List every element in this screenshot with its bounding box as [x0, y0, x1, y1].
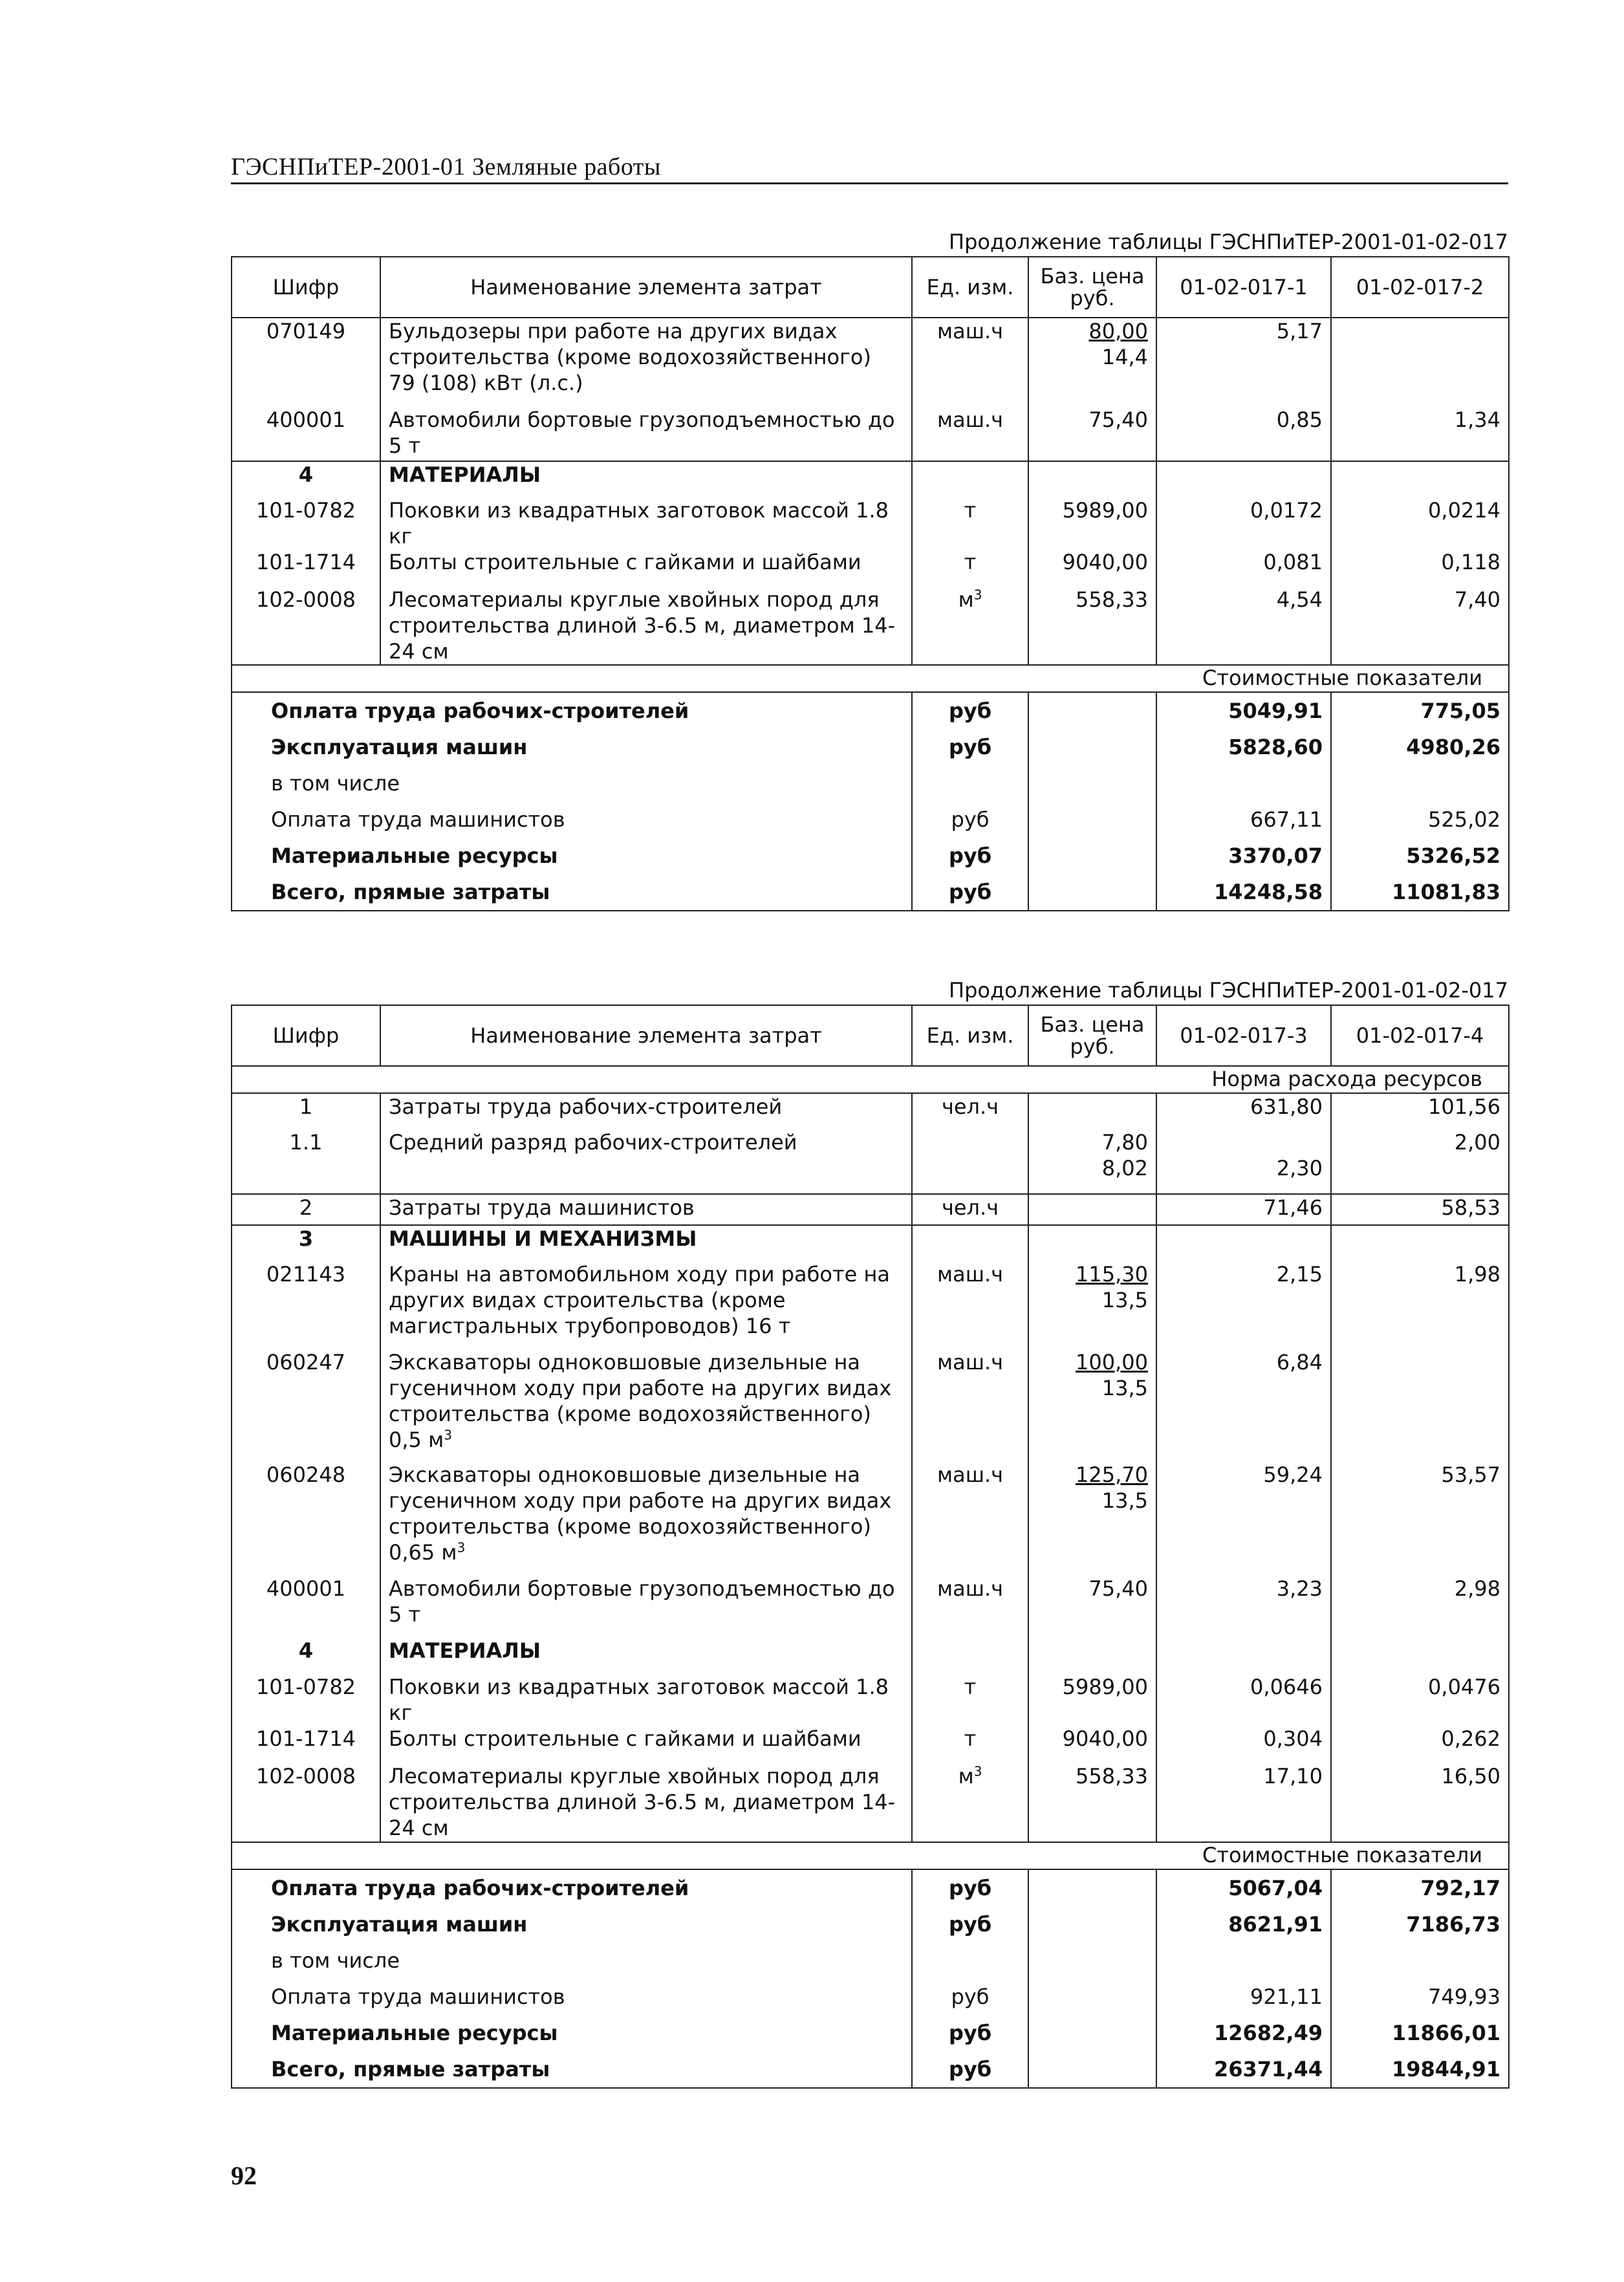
unit-cell — [912, 407, 1028, 461]
summary-row — [232, 692, 1509, 729]
summary-row — [232, 2051, 1509, 2088]
resource-name — [380, 1674, 912, 1726]
page-header — [231, 154, 1508, 184]
value-col-1 — [1156, 1349, 1331, 1462]
base-price-cell — [1028, 1349, 1156, 1462]
value-1 — [1165, 1638, 1323, 1664]
column-header: Баз. цена руб. — [1028, 1005, 1156, 1066]
summary-label: Всего, прямые затраты — [232, 2051, 912, 2088]
table-row — [232, 1726, 1509, 1763]
summary-row — [232, 765, 1509, 801]
table-row — [232, 1194, 1509, 1225]
unit-cell — [912, 318, 1028, 407]
table-row — [232, 1462, 1509, 1576]
base-price-cell — [1028, 549, 1156, 587]
base-price: 100,00 — [1076, 1350, 1148, 1375]
table-row — [232, 461, 1509, 497]
value-col-2: 53,57 — [1441, 1462, 1500, 1487]
value-1: 0,304 — [1263, 1726, 1323, 1751]
summary-label: Оплата труда рабочих-строителей — [271, 699, 689, 723]
summary-value-1: 5049,91 — [1156, 692, 1331, 729]
resource-name — [380, 1225, 912, 1261]
value-col-1 — [1156, 587, 1331, 665]
value-col-2: 0,118 — [1441, 550, 1500, 574]
value-1-secondary: 2,30 — [1276, 1156, 1323, 1180]
unit-text: маш.ч — [937, 319, 1004, 343]
value-1: 59,24 — [1263, 1462, 1323, 1487]
column-header: Шифр — [232, 1005, 380, 1066]
summary-value-2: 11866,01 — [1391, 2021, 1500, 2045]
summary-label: Материальные ресурсы — [271, 843, 558, 868]
resource-name — [380, 318, 912, 407]
page-header-title: ГЭСНПиТЕР-2001-01 Земляные работы — [231, 153, 661, 180]
resource-name-text: Поковки из квадратных заготовок массой 1.8 кг — [389, 1675, 889, 1725]
table-row — [232, 587, 1509, 665]
summary-value-1: 14248,58 — [1156, 874, 1331, 911]
summary-value-2: 19844,91 — [1331, 2051, 1509, 2088]
resource-code: 102-0008 — [255, 587, 356, 612]
summary-unit: руб — [912, 2015, 1028, 2051]
summary-empty-cell — [1028, 1869, 1156, 1906]
resource-code: 101-1714 — [255, 1726, 356, 1751]
base-price-cell — [1028, 1726, 1156, 1763]
summary-label: Оплата труда рабочих-строителей — [271, 1876, 689, 1900]
base-price: 115,30 — [1076, 1262, 1148, 1287]
value-1 — [1165, 1226, 1323, 1252]
resource-name-superscript: 3 — [444, 1427, 452, 1443]
value-1: 4,54 — [1276, 587, 1323, 612]
summary-label: Материальные ресурсы — [271, 2021, 558, 2045]
unit-text: чел.ч — [941, 1094, 999, 1119]
summary-empty-cell — [1028, 874, 1156, 911]
resource-name — [380, 1093, 912, 1129]
summary-value-2: 775,05 — [1420, 699, 1500, 723]
summary-value-1: 921,11 — [1156, 1979, 1331, 2015]
page-number: 92 — [231, 2161, 257, 2190]
table-row — [232, 497, 1509, 549]
value-col-1 — [1156, 1763, 1331, 1842]
unit-cell — [912, 1349, 1028, 1462]
base-price: 125,70 — [1076, 1462, 1148, 1487]
summary-row — [232, 838, 1509, 874]
summary-value-1: 26371,44 — [1156, 2051, 1331, 2088]
header-row — [232, 257, 1509, 318]
resource-name-text: Лесоматериалы круглые хвойных пород для строительства длиной 3-6.5 м, диаметром 14-24 см — [389, 1764, 896, 1840]
resource-name-text: Экскаваторы одноковшовые дизельные на гусеничном ходу при работе на других видах строительства (кроме водохозяйственного) 0,65 м — [389, 1462, 892, 1565]
value-col-2: 1,34 — [1454, 408, 1500, 432]
base-price-cell — [1028, 461, 1156, 497]
summary-label: в том числе — [271, 771, 400, 796]
value-col-1 — [1156, 1225, 1331, 1261]
resource-name — [380, 461, 912, 497]
resource-name — [380, 587, 912, 665]
value-1: 0,081 — [1263, 550, 1323, 574]
base-price-cell — [1028, 1638, 1156, 1674]
summary-value-1 — [1156, 765, 1331, 801]
unit-text: маш.ч — [937, 408, 1004, 432]
cost-indicators-band — [232, 665, 1509, 692]
table-row — [232, 1093, 1509, 1129]
value-col-2: 2,00 — [1454, 1130, 1500, 1155]
resource-code: 102-0008 — [255, 1764, 356, 1788]
base-price-cell — [1028, 1194, 1156, 1225]
base-price: 558,33 — [1076, 1764, 1148, 1788]
unit-cell — [912, 1093, 1028, 1129]
summary-unit: руб — [912, 1906, 1028, 1942]
unit-superscript: 3 — [973, 587, 982, 603]
summary-unit: руб — [912, 692, 1028, 729]
value-col-1 — [1156, 407, 1331, 461]
summary-unit — [912, 1942, 1028, 1979]
summary-empty-cell — [1028, 729, 1156, 765]
summary-row — [232, 2015, 1509, 2051]
table-row — [232, 1674, 1509, 1726]
summary-value-2: 749,93 — [1428, 1984, 1500, 2009]
base-price-secondary: 13,5 — [1101, 1288, 1148, 1312]
summary-value-2: 7186,73 — [1406, 1912, 1500, 1937]
base-price: 9040,00 — [1062, 1726, 1148, 1751]
summary-unit: руб — [912, 2051, 1028, 2088]
summary-unit: руб — [912, 838, 1028, 874]
unit-text: м — [958, 587, 974, 612]
base-price: 80,00 — [1088, 319, 1148, 343]
unit-cell — [912, 1638, 1028, 1674]
column-header: Наименование элемента затрат — [380, 257, 912, 318]
resource-name-superscript: 3 — [457, 1539, 466, 1556]
resource-name — [380, 1763, 912, 1842]
base-price-cell — [1028, 1129, 1156, 1194]
base-price-cell — [1028, 318, 1156, 407]
resource-code: 1 — [299, 1094, 313, 1119]
unit-text: маш.ч — [937, 1350, 1004, 1375]
summary-value-2: 4980,26 — [1406, 735, 1500, 759]
summary-value-1: 3370,07 — [1156, 838, 1331, 874]
resource-code: 2 — [232, 1194, 380, 1225]
value-col-2: 1,98 — [1454, 1262, 1500, 1287]
unit-cell — [912, 1261, 1028, 1349]
resource-name-text: Болты строительные с гайками и шайбами — [389, 550, 861, 574]
table-row — [232, 1349, 1509, 1462]
value-1 — [1165, 462, 1323, 488]
resource-name-text: Затраты труда машинистов — [389, 1195, 695, 1220]
summary-unit: руб — [912, 874, 1028, 911]
summary-label: Оплата труда машинистов — [271, 1984, 565, 2009]
summary-row — [232, 874, 1509, 911]
summary-row — [232, 1906, 1509, 1942]
column-header: Ед. изм. — [912, 1005, 1028, 1066]
summary-value-2 — [1331, 765, 1509, 801]
resource-name — [380, 1129, 912, 1194]
column-header: 01-02-017-2 — [1331, 257, 1509, 318]
summary-value-1: 5067,04 — [1156, 1869, 1331, 1906]
value-1: 0,0172 — [1250, 498, 1323, 523]
value-1: 6,84 — [1276, 1350, 1323, 1375]
table2-continuation-caption: Продолжение таблицы ГЭСНПиТЕР-2001-01-02-017 — [949, 978, 1508, 1003]
table-row — [232, 1576, 1509, 1638]
unit-text: т — [964, 550, 977, 574]
summary-label: Эксплуатация машин — [271, 1912, 528, 1937]
resource-code: 1.1 — [289, 1130, 323, 1155]
value-1: 3,23 — [1276, 1576, 1323, 1601]
resource-name-text: Лесоматериалы круглые хвойных пород для строительства длиной 3-6.5 м, диаметром 14-24 см — [389, 587, 896, 664]
base-price-cell — [1028, 587, 1156, 665]
summary-unit — [912, 765, 1028, 801]
resource-name — [380, 1726, 912, 1763]
value-1: 17,10 — [1263, 1764, 1323, 1788]
resource-code: 400001 — [266, 1576, 346, 1601]
summary-value-2: 5326,52 — [1406, 843, 1500, 868]
resource-name-text: МАТЕРИАЛЫ — [389, 462, 541, 487]
resource-name — [380, 1576, 912, 1638]
unit-cell — [912, 1462, 1028, 1576]
summary-empty-cell — [1028, 1906, 1156, 1942]
resource-code: 060247 — [266, 1350, 346, 1375]
summary-value-2: 11081,83 — [1331, 874, 1509, 911]
summary-empty-cell — [1028, 838, 1156, 874]
base-price: 9040,00 — [1062, 550, 1148, 574]
unit-cell — [912, 1194, 1028, 1225]
base-price-cell — [1028, 497, 1156, 549]
column-header: Ед. изм. — [912, 257, 1028, 318]
base-price-secondary: 8,02 — [1101, 1156, 1148, 1180]
resource-name-text: МАТЕРИАЛЫ — [389, 1638, 541, 1663]
value-1 — [1165, 1129, 1323, 1155]
value-1: 5,17 — [1276, 319, 1323, 343]
summary-unit: руб — [912, 1869, 1028, 1906]
section-band-label: Норма расхода ресурсов — [232, 1066, 1509, 1093]
summary-value-1: 8621,91 — [1156, 1906, 1331, 1942]
resource-code: 101-0782 — [255, 498, 356, 523]
resource-name — [380, 1638, 912, 1674]
value-col-1 — [1156, 461, 1331, 497]
unit-cell — [912, 587, 1028, 665]
unit-cell — [912, 461, 1028, 497]
summary-value-2: 792,17 — [1420, 1876, 1500, 1900]
resource-name-text: Поковки из квадратных заготовок массой 1.8 кг — [389, 498, 889, 549]
resource-name — [380, 1261, 912, 1349]
base-price-cell — [1028, 1462, 1156, 1576]
resource-name — [380, 407, 912, 461]
value-col-2: 0,0476 — [1428, 1675, 1500, 1699]
value-1: 2,15 — [1276, 1262, 1323, 1287]
unit-cell — [912, 497, 1028, 549]
summary-unit: руб — [912, 729, 1028, 765]
value-1: 71,46 — [1263, 1195, 1323, 1220]
summary-value-1: 5828,60 — [1156, 729, 1331, 765]
value-1: 0,85 — [1276, 408, 1323, 432]
value-col-1 — [1156, 1194, 1331, 1225]
resource-name — [380, 1462, 912, 1576]
column-header: 01-02-017-4 — [1331, 1005, 1509, 1066]
resource-name — [380, 1194, 912, 1225]
value-col-1 — [1156, 1093, 1331, 1129]
value-col-1 — [1156, 549, 1331, 587]
table1 — [231, 256, 1510, 911]
summary-label: в том числе — [271, 1948, 400, 1973]
summary-value-1: 12682,49 — [1156, 2015, 1331, 2051]
unit-cell — [912, 1225, 1028, 1261]
summary-label: Оплата труда машинистов — [271, 807, 565, 832]
column-header: Баз. цена руб. — [1028, 257, 1156, 318]
summary-empty-cell — [1028, 2051, 1156, 2088]
base-price: 558,33 — [1076, 587, 1148, 612]
base-price-secondary: 13,5 — [1101, 1488, 1148, 1513]
summary-label: Эксплуатация машин — [271, 735, 528, 759]
unit-text: т — [964, 498, 977, 523]
base-price: 5989,00 — [1062, 498, 1148, 523]
summary-row — [232, 801, 1509, 838]
summary-row — [232, 729, 1509, 765]
base-price: 5989,00 — [1062, 1675, 1148, 1699]
base-price-cell — [1028, 1674, 1156, 1726]
base-price-cell — [1028, 1261, 1156, 1349]
value-col-2: 0,262 — [1441, 1726, 1500, 1751]
resource-name-text: Автомобили бортовые грузоподъемностью до 5 т — [389, 1576, 895, 1627]
summary-empty-cell — [1028, 1942, 1156, 1979]
value-col-2: 16,50 — [1441, 1764, 1500, 1788]
table-row — [232, 318, 1509, 407]
value-col-2: 101,56 — [1428, 1094, 1500, 1119]
base-price-cell — [1028, 1093, 1156, 1129]
summary-label: Всего, прямые затраты — [232, 874, 912, 911]
resource-name-text: Краны на автомобильном ходу при работе на других видах строительства (кроме магистральных трубопроводов) 16 т — [389, 1262, 890, 1338]
value-col-1 — [1156, 1261, 1331, 1349]
unit-superscript: 3 — [973, 1763, 982, 1779]
resource-code: 021143 — [266, 1262, 346, 1287]
unit-cell — [912, 1726, 1028, 1763]
resource-name-text: Экскаваторы одноковшовые дизельные на гусеничном ходу при работе на других видах строительства (кроме водохозяйственного) 0,5 м — [389, 1350, 892, 1452]
column-header: Наименование элемента затрат — [380, 1005, 912, 1066]
table-row — [232, 1638, 1509, 1674]
header-row — [232, 1005, 1509, 1066]
value-1: 631,80 — [1250, 1094, 1323, 1119]
value-col-1 — [1156, 1129, 1331, 1194]
resource-code: 070149 — [266, 319, 346, 343]
unit-cell — [912, 1763, 1028, 1842]
cost-indicators-label: Стоимостные показатели — [232, 665, 1509, 692]
unit-text: маш.ч — [937, 1576, 1004, 1601]
value-col-2: 7,40 — [1454, 587, 1500, 612]
cost-indicators-band — [232, 1842, 1509, 1869]
value-col-2: 2,98 — [1454, 1576, 1500, 1601]
value-col-2 — [1331, 318, 1509, 407]
table-row — [232, 1225, 1509, 1261]
summary-empty-cell — [1028, 2015, 1156, 2051]
resource-code: 3 — [232, 1225, 380, 1261]
summary-value-1: 667,11 — [1156, 801, 1331, 838]
resource-code: 4 — [298, 1638, 314, 1663]
base-price-secondary: 14,4 — [1101, 345, 1148, 369]
table-row — [232, 549, 1509, 587]
value-col-1 — [1156, 1462, 1331, 1576]
cost-indicators-label: Стоимостные показатели — [232, 1842, 1509, 1869]
summary-empty-cell — [1028, 765, 1156, 801]
column-header: 01-02-017-3 — [1156, 1005, 1331, 1066]
base-price-cell — [1028, 1576, 1156, 1638]
value-col-1 — [1156, 1638, 1331, 1674]
value-col-1 — [1156, 318, 1331, 407]
unit-cell — [912, 1674, 1028, 1726]
value-col-1 — [1156, 1674, 1331, 1726]
table1-continuation-caption: Продолжение таблицы ГЭСНПиТЕР-2001-01-02-017 — [949, 230, 1508, 254]
resource-code: 400001 — [266, 408, 346, 432]
summary-unit: руб — [912, 1979, 1028, 2015]
table2 — [231, 1005, 1510, 2089]
value-1: 0,0646 — [1250, 1675, 1323, 1699]
summary-value-2: 525,02 — [1428, 807, 1500, 832]
resource-name — [380, 1349, 912, 1462]
summary-row — [232, 1979, 1509, 2015]
resource-name — [380, 549, 912, 587]
value-col-1 — [1156, 497, 1331, 549]
base-price-secondary: 13,5 — [1101, 1376, 1148, 1400]
resource-name-text: Автомобили бортовые грузоподъемностью до 5 т — [389, 408, 895, 458]
base-price: 75,40 — [1088, 408, 1148, 432]
section-band-row — [232, 1066, 1509, 1093]
resource-name-text: МАШИНЫ И МЕХАНИЗМЫ — [389, 1226, 697, 1251]
table-row — [232, 1129, 1509, 1194]
unit-text: т — [964, 1726, 977, 1751]
value-col-2 — [1331, 1349, 1509, 1462]
value-col-2: 0,0214 — [1428, 498, 1500, 523]
unit-cell — [912, 1576, 1028, 1638]
resource-code: 101-0782 — [255, 1675, 356, 1699]
summary-value-2 — [1331, 1942, 1509, 1979]
summary-row — [232, 1942, 1509, 1979]
unit-text: маш.ч — [937, 1262, 1004, 1287]
summary-empty-cell — [1028, 1979, 1156, 2015]
base-price-cell — [1028, 1763, 1156, 1842]
unit-text: т — [964, 1675, 977, 1699]
resource-name-text: Затраты труда рабочих-строителей — [389, 1094, 783, 1119]
unit-text: м — [958, 1764, 974, 1788]
unit-text: маш.ч — [937, 1462, 1004, 1487]
resource-code: 101-1714 — [255, 550, 356, 574]
summary-empty-cell — [1028, 801, 1156, 838]
table-row — [232, 1763, 1509, 1842]
column-header: Шифр — [232, 257, 380, 318]
base-price: 7,80 — [1101, 1130, 1148, 1155]
base-price: 75,40 — [1088, 1576, 1148, 1601]
resource-code: 4 — [232, 461, 380, 497]
resource-code: 060248 — [266, 1462, 346, 1487]
table-row — [232, 407, 1509, 461]
resource-name-text: Бульдозеры при работе на других видах строительства (кроме водохозяйственного) 79 (108) кВт (л.с.) — [389, 319, 871, 395]
value-col-2 — [1331, 461, 1509, 497]
resource-name-text: Болты строительные с гайками и шайбами — [389, 1726, 861, 1751]
resource-name — [380, 497, 912, 549]
value-col-1 — [1156, 1576, 1331, 1638]
unit-cell — [912, 1129, 1028, 1194]
column-header: 01-02-017-1 — [1156, 257, 1331, 318]
value-col-2 — [1331, 1638, 1509, 1674]
summary-empty-cell — [1028, 692, 1156, 729]
value-col-2 — [1331, 1225, 1509, 1261]
value-col-1 — [1156, 1726, 1331, 1763]
value-col-2: 58,53 — [1331, 1194, 1509, 1225]
unit-cell — [912, 549, 1028, 587]
unit-text: чел.ч — [941, 1195, 999, 1220]
summary-unit: руб — [912, 801, 1028, 838]
base-price-cell — [1028, 1225, 1156, 1261]
summary-value-1 — [1156, 1942, 1331, 1979]
resource-name-text: Средний разряд рабочих-строителей — [389, 1130, 797, 1155]
base-price-cell — [1028, 407, 1156, 461]
table-row — [232, 1261, 1509, 1349]
summary-row — [232, 1869, 1509, 1906]
